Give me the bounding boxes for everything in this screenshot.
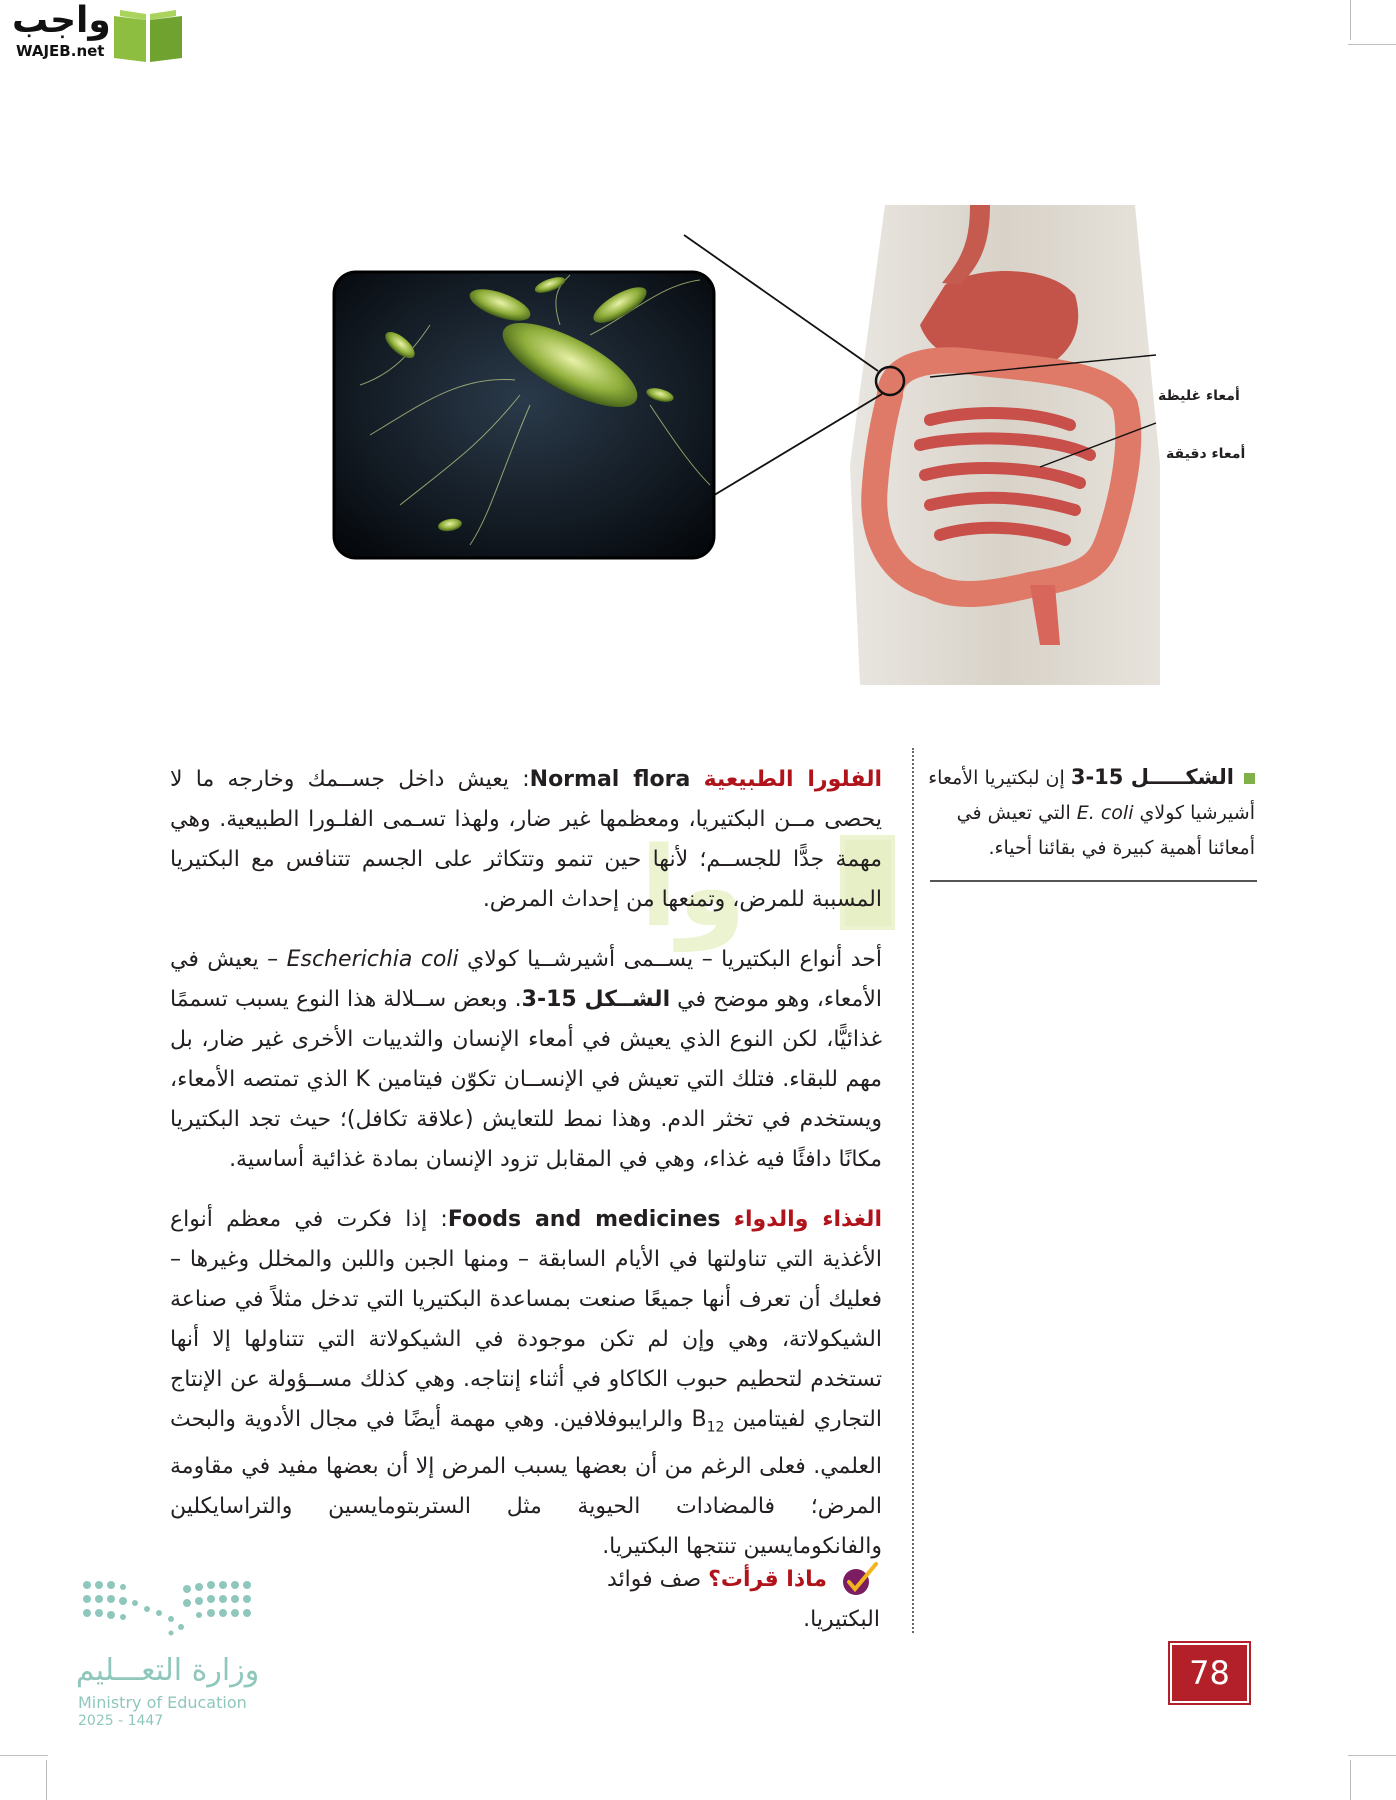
heading-normal-flora: الفلورا الطبيعية — [703, 767, 882, 792]
checkmark-icon — [840, 1562, 880, 1598]
wajeb-logo — [10, 0, 190, 66]
species-name: Escherichia coli — [286, 947, 459, 972]
ministry-dots-icon — [77, 1575, 257, 1645]
figure-caption — [920, 760, 1255, 866]
paragraph-ecoli — [170, 940, 882, 1180]
term-normal-flora: Normal flora — [529, 767, 691, 792]
paragraph-normal-flora — [170, 760, 882, 920]
paragraph-text: : إذا فكرت في معظم أنواع الأغذية التي تناولتها في الأيام السابقة – ومنها الجبن واللبن والمخلل وغيرها – فعليك أن تعرف أنها جميعًا صنعت بمساعدة البكتيريا التي تدخل مثلاً في صناعة الشيكولاتة، وهي وإن لم تكن موجودة في الشيكولاتة التي تتناولها إلا أنها تستخدم لتحطيم حبوب الكاكاو في أثناء إنتاجه. وهي كذلك مســؤولة عن الإنتاج التجاري لفيتامين — [170, 1207, 882, 1432]
vitamin-subscript: 12 — [706, 1419, 725, 1436]
paragraph-text: والرايبوفلافين. وهي مهمة أيضًا في مجال الأدوية والبحث العلمي. فعلى الرغم من أن بعضها يسبب المرض إلا أن بعضها مفيد في مقاومة المرض؛ فالمضادات الحيوية مثل الستربتومايسين والتراسايكلين والفانكومايسين تنتجها البكتيريا. — [170, 1407, 882, 1560]
ministry-logo — [75, 1575, 260, 1735]
crop-mark — [1348, 1755, 1396, 1756]
crop-mark — [1348, 44, 1396, 45]
reading-check-question: ماذا قرأت؟ — [708, 1567, 827, 1592]
paragraph-text: أحد أنواع البكتيريا – يســمى أشيرشــيا كولاي — [458, 947, 883, 972]
wajeb-logo-english: WAJEB.net — [16, 42, 105, 60]
reading-check-prompt: صف فوائد البكتيريا. — [607, 1567, 880, 1632]
ministry-name-english: Ministry of Education — [78, 1693, 247, 1712]
caption-ecoli: E. coli — [1076, 802, 1134, 824]
label-large-intestine: أمعاء غليظة — [1158, 388, 1240, 404]
ecoli-intestine-figure — [330, 205, 1270, 685]
ministry-name-arabic: وزارة التعـــليم — [75, 1653, 260, 1688]
caption-text-2: التي تعيش في أمعائنا أهمية كبيرة في بقائنا أحياء. — [956, 802, 1255, 859]
crop-mark — [1350, 1760, 1351, 1800]
paragraph-text: : يعيش داخل جســمك وخارجه ما لا يحصى مــن البكتيريا، ومعظمها غير ضار، ولهذا تسـمى الفلـورا الطبيعية. وهي مهمة جدًّا للجســم؛ لأنها حين تنمو وتتكاثر على الجسم تتنافس مع البكتيريا المسببة للمرض، وتمنعها من إحداث المرض. — [170, 767, 882, 912]
svg-text:وا: وا — [640, 823, 747, 951]
paragraph-foods-medicines — [170, 1200, 882, 1567]
ministry-year: 2025 - 1447 — [78, 1713, 164, 1729]
reading-check — [530, 1560, 880, 1640]
term-foods-medicines: Foods and medicines — [447, 1207, 721, 1232]
label-small-intestine: أمعاء دقيقة — [1166, 446, 1246, 462]
crop-mark — [46, 1760, 47, 1800]
main-text-column — [170, 760, 882, 1587]
paragraph-text: . وبعض ســلالة هذا النوع يسبب تسممًا غذائيًّا، لكن النوع الذي يعيش في أمعاء الإنسان والثدييات الأخرى غير ضار، بل مهم للبقاء. فتلك التي تعيش في الإنســان تكوّن فيتامين K الذي تمتصه الأمعاء، ويستخدم في تخثر الدم. وهذا نمط للتعايش (علاقة تكافل)؛ حيث تجد البكتيريا مكانًا دافئًا فيه غذاء، وهي في المقابل تزود الإنسان بمادة غذائية أساسية. — [170, 987, 883, 1172]
paragraph-text: – يعيش في الأمعاء، وهو موضح في — [170, 947, 882, 1012]
book-icon — [108, 6, 188, 64]
caption-bullet-icon — [1244, 773, 1255, 784]
figure-label: الشكـــــل 15-3 — [1070, 765, 1234, 789]
page-number: 78 — [1170, 1643, 1249, 1703]
heading-foods-medicines: الغذاء والدواء — [733, 1207, 882, 1232]
caption-divider — [930, 880, 1257, 882]
caption-text: إن لبكتيريا الأمعاء أشيرشيا كولاي — [928, 767, 1255, 824]
figure-reference: الشــكل 15-3 — [521, 987, 671, 1012]
vitamin-b: B — [691, 1407, 707, 1432]
crop-mark — [0, 1755, 48, 1756]
crop-mark — [1350, 0, 1351, 40]
wajeb-logo-arabic: واجب — [12, 0, 111, 41]
